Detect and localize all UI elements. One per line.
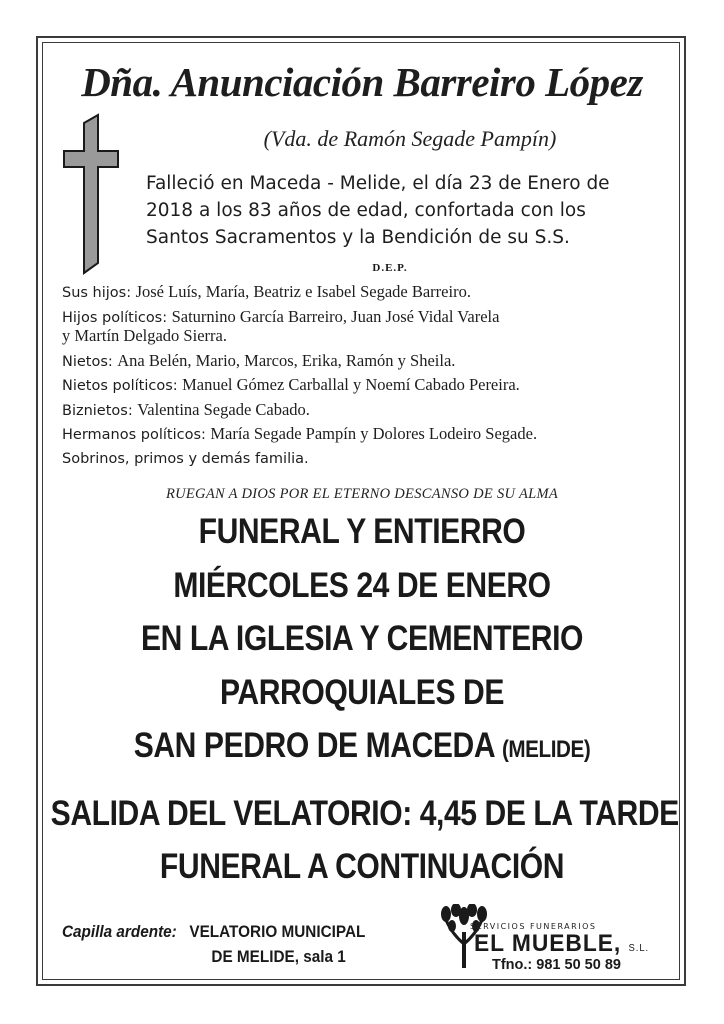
funeral-line-6: SALIDA DEL VELATORIO: 4,45 DE LA TARDE [50, 794, 679, 833]
family-value: María Segade Pampín y Dolores Lodeiro Segade. [210, 424, 538, 443]
chapel-info [62, 919, 365, 969]
funeral-line-4: PARROQUIALES DE [220, 673, 504, 712]
family-value: Sobrinos, primos y demás familia. [62, 450, 309, 467]
deceased-name: Dña. Anunciación Barreiro López [81, 59, 643, 105]
company-name-text: EL MUEBLE, [474, 930, 622, 957]
family-row-nietos [62, 352, 672, 372]
widow-of: (Vda. de Ramón Segade Pampín) [263, 126, 557, 151]
death-line: Falleció en Maceda - Melide, el día 23 de Enero de [146, 173, 610, 194]
family-row-hermanos-politicos [62, 425, 672, 445]
dep-text: D.E.P. [372, 262, 408, 274]
family-label: Nietos políticos: [62, 378, 178, 394]
funeral-church: SAN PEDRO DE MACEDA [133, 726, 495, 765]
family-label: Hermanos políticos: [62, 427, 206, 443]
family-label: Sus hijos: [62, 285, 132, 301]
family-value: Valentina Segade Cabado. [137, 399, 310, 419]
company-services: SERVICIOS FUNERARIOS [470, 922, 597, 931]
family-row-hijos-politicos [62, 308, 672, 328]
family-value: Manuel Gómez Carballal y Noemí Cabado Pereira. [182, 375, 520, 394]
family-list [62, 283, 672, 473]
prayer-line: RUEGAN A DIOS POR EL ETERNO DESCANSO DE SU ALMA [165, 486, 559, 502]
funeral-line-3: EN LA IGLESIA Y CEMENTERIO [140, 619, 584, 658]
family-label: Biznietos: [62, 402, 133, 419]
cross-icon [60, 113, 124, 275]
death-line: Santos Sacramentos y la Bendición de su S.S. [146, 227, 570, 248]
family-label: Nietos: [62, 353, 113, 370]
funeral-line-2: MIÉRCOLES 24 DE ENERO [173, 566, 551, 605]
family-row-nietos-politicos [62, 376, 672, 396]
company-name [474, 930, 649, 958]
funeral-line-1: FUNERAL Y ENTIERRO [198, 512, 526, 551]
family-row-biznietos [62, 401, 672, 421]
funeral-line-7: FUNERAL A CONTINUACIÓN [159, 847, 565, 886]
family-value: y Martín Delgado Sierra. [62, 326, 227, 345]
chapel-label: Capilla ardente: [62, 922, 177, 941]
chapel-value-2: DE MELIDE, sala 1 [211, 947, 346, 966]
family-value: Saturnino García Barreiro, Juan José Vidal Varela [171, 306, 500, 326]
company-suffix: S.L. [628, 943, 650, 954]
death-line: 2018 a los 83 años de edad, confortada con los [146, 200, 586, 221]
death-announcement [146, 170, 666, 251]
funeral-line-5 [51, 726, 674, 766]
funeral-town: (MELIDE) [501, 736, 591, 763]
company-phone: Tfno.: 981 50 50 89 [492, 957, 621, 973]
family-row-hijos [62, 283, 672, 303]
chapel-value: VELATORIO MUNICIPAL [189, 922, 366, 941]
family-row-sobrinos [62, 450, 672, 469]
family-label: Hijos políticos: [62, 309, 168, 326]
family-row-hijos-politicos-cont [62, 327, 672, 347]
family-value: Ana Belén, Mario, Marcos, Erika, Ramón y Sheila. [117, 350, 456, 370]
family-value: José Luís, María, Beatriz e Isabel Segade Barreiro. [135, 282, 471, 301]
